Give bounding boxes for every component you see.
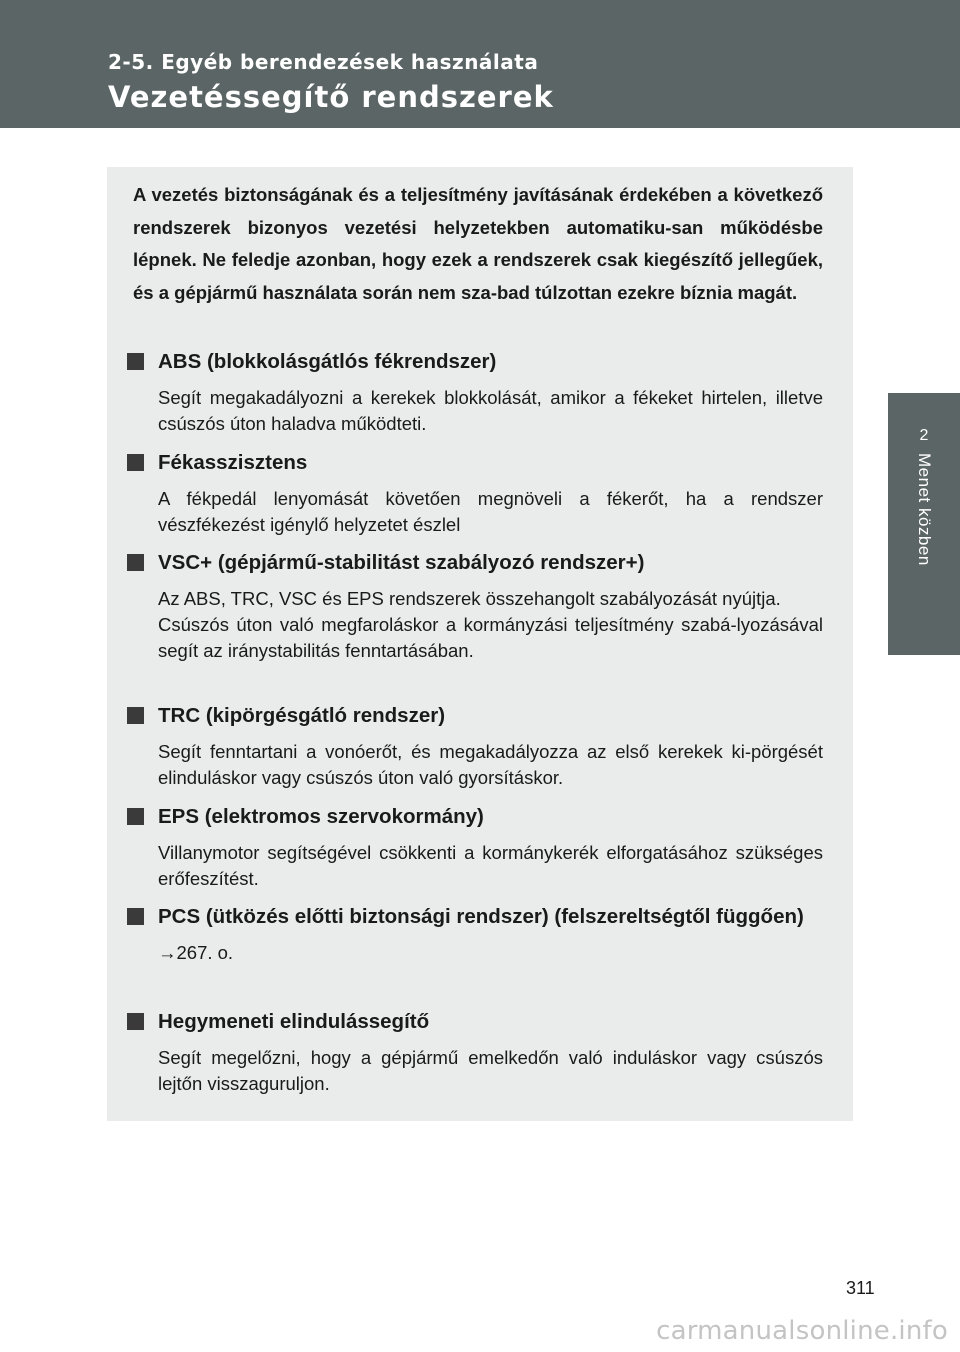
section-abs (127, 347, 823, 437)
section-title: VSC+ (gépjármű-stabilitást szabályozó rendszer+) (158, 551, 645, 574)
chapter-tab (888, 393, 960, 655)
square-bullet-icon (127, 353, 144, 370)
section-text: Segít megakadályozni a kerekek blokkolását, amikor a fékeket hirtelen, illetve csúszós úton haladva működteti. (158, 387, 823, 434)
chapter-label: Menet közben (915, 453, 934, 566)
section-text: Csúszós úton való megfaroláskor a kormányzási teljesítmény szabá-lyozásával segít az iránystabilitás fenntartásában. (158, 614, 823, 661)
page-number: 311 (846, 1278, 875, 1298)
section-text: Az ABS, TRC, VSC és EPS rendszerek összehangolt szabályozását nyújtja. (158, 588, 781, 609)
section-title: ABS (blokkolásgátlós fékrendszer) (158, 350, 497, 373)
section-text: Segít fenntartani a vonóerőt, és megakadályozza az első kerekek ki-pörgését elinduláskor vagy csúszós úton való gyorsításkor. (158, 741, 823, 788)
section-label: 2-5. Egyéb berendezések használata (108, 50, 539, 74)
content-box (107, 167, 853, 1121)
square-bullet-icon (127, 1013, 144, 1030)
page-title: Vezetéssegítő rendszerek (108, 80, 554, 114)
section-trc (127, 701, 823, 791)
section-vsc (127, 548, 823, 664)
section-text: A fékpedál lenyomását követően megnöveli a fékerőt, ha a rendszer vészfékezést igénylő helyzetet észlel (158, 488, 823, 535)
square-bullet-icon (127, 808, 144, 825)
square-bullet-icon (127, 454, 144, 471)
section-title: EPS (elektromos szervokormány) (158, 805, 484, 828)
section-title: TRC (kipörgésgátló rendszer) (158, 704, 446, 727)
section-eps (127, 802, 823, 892)
section-title: PCS (ütközés előtti biztonsági rendszer) (felszereltségtől függően) (158, 905, 804, 928)
section-text: Segít megelőzni, hogy a gépjármű emelkedőn való induláskor vagy csúszós lejtőn visszaguruljon. (158, 1047, 823, 1094)
page-reference: →267. o. (158, 942, 234, 963)
watermark: carmanualsonline.info (656, 1316, 948, 1346)
section-brake-assist (127, 448, 823, 538)
intro-paragraph: A vezetés biztonságának és a teljesítmény javításának érdekében a következő rendszerek bizonyos vezetési helyzetekben automatiku-san működésbe lépnek. Ne feledje azonban, hogy ezek a rendszerek csak kiegészítő jellegűek, és a gépjármű használata során nem sza-bad túlzottan ezekre bíznia magát. (133, 184, 823, 303)
section-hill-start (127, 1007, 823, 1097)
section-title: Hegymeneti elindulássegítő (158, 1010, 430, 1033)
square-bullet-icon (127, 707, 144, 724)
header-band (0, 0, 960, 128)
square-bullet-icon (127, 554, 144, 571)
chapter-number: 2 (919, 427, 929, 444)
square-bullet-icon (127, 908, 144, 925)
section-pcs (127, 902, 823, 966)
section-text: Villanymotor segítségével csökkenti a kormánykerék elforgatásához szükséges erőfeszítést. (158, 842, 823, 889)
section-title: Fékasszisztens (158, 451, 308, 474)
